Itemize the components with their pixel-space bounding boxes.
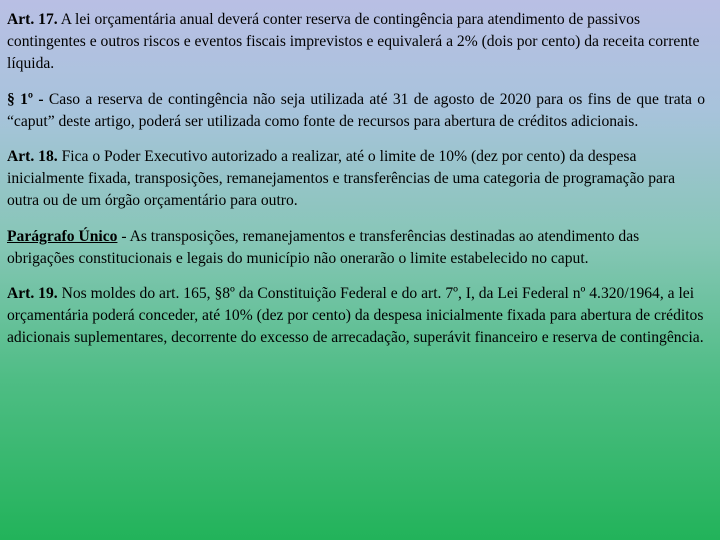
paragrafo-unico-heading: Parágrafo Único xyxy=(7,227,118,245)
section-1-text: Caso a reserva de contingência não seja utilizada até 31 de agosto de 2020 para os fins de que trata o “caput” deste artigo, poderá ser utilizada como fonte de recursos para abertura de créditos adicionais. xyxy=(7,90,705,130)
paragrafo-unico-text: - As transposições, remanejamentos e transferências destinadas ao atendimento das obrigações constitucionais e legais do município não onerarão o limite estabelecido no caput. xyxy=(7,227,640,267)
article-17-section-1-paragraph xyxy=(7,89,705,133)
article-17-heading: Art. 17. xyxy=(7,11,58,28)
article-18-text: Fica o Poder Executivo autorizado a realizar, até o limite de 10% (dez por cento) da despesa inicialmente fixada, transposições, remanejamentos e transferências de uma categoria de programação para outra ou de um órgão orçamentário para outro. xyxy=(7,148,676,210)
article-18-heading: Art. 18. xyxy=(7,148,58,166)
paragrafo-unico-paragraph xyxy=(7,226,705,270)
article-17-text: A lei orçamentária anual deverá conter reserva de contingência para atendimento de passivos contingentes e outros riscos e eventos fiscais imprevistos e equivalerá a 2% (dois por cento) da receita corrente líquida. xyxy=(7,11,700,73)
section-1-heading: § 1º - xyxy=(7,90,44,108)
article-19-heading: Art. 19. xyxy=(7,285,58,303)
slide-body xyxy=(7,9,705,363)
article-19-paragraph xyxy=(7,283,705,350)
article-17-paragraph xyxy=(7,9,705,76)
article-18-paragraph xyxy=(7,146,705,213)
article-19-text: Nos moldes do art. 165, §8º da Constituição Federal e do art. 7º, I, da Lei Federal nº 4.320/1964, a lei orçamentária poderá conceder, até 10% (dez por cento) da despesa inicialmente fixada para abertura de créditos adicionais suplementares, decorrente do excesso de arrecadação, superávit financeiro e reserva de contingência. xyxy=(7,285,704,347)
